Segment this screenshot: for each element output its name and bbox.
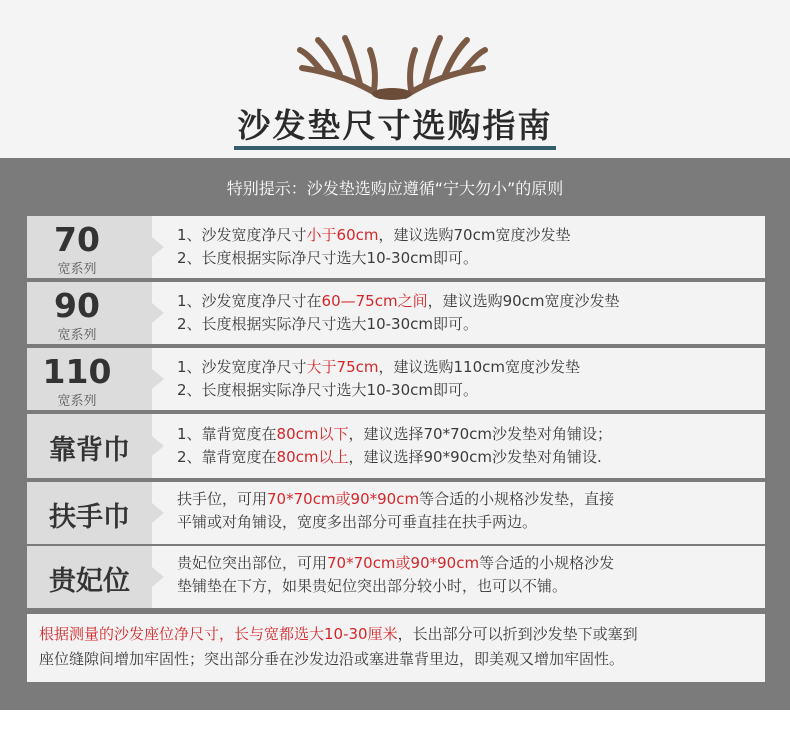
row-backrest bbox=[27, 414, 765, 478]
width-series-label: 宽系列 bbox=[57, 262, 97, 277]
title-underline bbox=[234, 146, 556, 150]
text-line: 2、靠背宽度在80cm以上，建议选择90*90cm沙发垫对角铺设. bbox=[177, 448, 602, 466]
note-text-2: 座位缝隙间增加牢固性；突出部分垂在沙发边沿或塞进靠背里边，即美观又增加牢固性。 bbox=[39, 650, 625, 668]
measurement-note bbox=[27, 614, 765, 682]
note-text: ，长出部分可以折到沙发垫下或塞到 bbox=[397, 625, 638, 643]
row-label: 扶手巾 bbox=[49, 502, 130, 533]
width-number: 110 bbox=[42, 352, 112, 391]
row-90 bbox=[27, 282, 765, 344]
width-series-label: 宽系列 bbox=[57, 394, 97, 409]
width-number: 90 bbox=[54, 286, 100, 325]
row-chaise bbox=[27, 546, 765, 608]
row-text bbox=[177, 488, 755, 534]
note-highlight: 根据测量的沙发座位净尺寸，长与宽都选大10-30厘米 bbox=[39, 625, 398, 643]
row-text bbox=[177, 552, 755, 598]
text-line: 扶手位，可用70*70cm或90*90cm等合适的小规格沙发垫，直接 bbox=[177, 490, 615, 508]
row-label-box bbox=[27, 348, 152, 410]
row-armrest bbox=[27, 482, 765, 544]
text-line: 2、长度根据实际净尺寸选大10-30cm即可。 bbox=[177, 249, 478, 267]
row-label-box bbox=[27, 216, 152, 278]
row-110 bbox=[27, 348, 765, 410]
row-label: 贵妃位 bbox=[49, 566, 130, 597]
row-text bbox=[177, 224, 755, 270]
row-label-box bbox=[27, 282, 152, 344]
row-label-box bbox=[27, 546, 152, 608]
width-number: 70 bbox=[54, 220, 100, 259]
text-line: 1、靠背宽度在80cm以下，建议选择70*70cm沙发垫对角铺设； bbox=[177, 425, 613, 443]
antler-icon bbox=[290, 28, 495, 100]
tip-text: 特别提示：沙发垫选购应遵循“宁大勿小”的原则 bbox=[226, 179, 564, 198]
text-line: 1、沙发宽度净尺寸在60—75cm之间，建议选购90cm宽度沙发垫 bbox=[177, 292, 620, 310]
width-series-label: 宽系列 bbox=[57, 328, 97, 343]
row-label-box bbox=[27, 482, 152, 544]
text-line: 1、沙发宽度净尺寸小于60cm，建议选购70cm宽度沙发垫 bbox=[177, 226, 571, 244]
row-label-box bbox=[27, 414, 152, 478]
header bbox=[0, 0, 790, 160]
row-text bbox=[177, 356, 755, 402]
text-line: 贵妃位突出部位，可用70*70cm或90*90cm等合适的小规格沙发 bbox=[177, 554, 615, 572]
text-line: 垫铺垫在下方，如果贵妃位突出部分较小时，也可以不铺。 bbox=[177, 577, 568, 595]
text-line: 1、沙发宽度净尺寸大于75cm，建议选购110cm宽度沙发垫 bbox=[177, 358, 580, 376]
row-text bbox=[177, 290, 755, 336]
row-label: 靠背巾 bbox=[49, 435, 130, 466]
text-line: 平铺或对角铺设，宽度多出部分可垂直挂在扶手两边。 bbox=[177, 513, 538, 531]
row-70 bbox=[27, 216, 765, 278]
page-title: 沙发垫尺寸选购指南 bbox=[237, 106, 553, 145]
text-line: 2、长度根据实际净尺寸选大10-30cm即可。 bbox=[177, 315, 478, 333]
row-text bbox=[177, 423, 755, 469]
text-line: 2、长度根据实际净尺寸选大10-30cm即可。 bbox=[177, 381, 478, 399]
